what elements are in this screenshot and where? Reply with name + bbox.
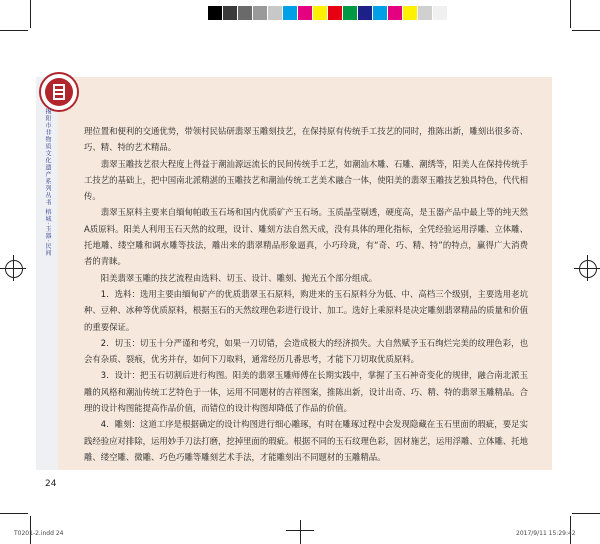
color-swatch: [388, 6, 403, 20]
registration-mark: [5, 260, 23, 278]
registration-mark: [579, 260, 597, 278]
color-swatch: [208, 6, 223, 20]
paragraph: 2．切玉：切玉十分严谨和考究，如果一刀切错，会造成极大的经济损失。大自然赋予玉石绚烂完美的纹理色彩，也会有杂质、裂痕，优劣并存，如何下刀取料，通常经历几番思考，才能下刀切取优质原料。: [84, 337, 528, 365]
page-number: 24: [45, 479, 57, 489]
footer-file-info: T0201-2.indd 24: [14, 530, 64, 537]
crop-mark: [572, 30, 600, 31]
paragraph: 4．雕刻：这道工序是根据确定的设计构图进行细心雕琢，有时在雕琢过程中会发现隐藏在玉石里面的瑕疵，要足实践经验应对排除，运用妙手刀法打磨，挖掉里面的瑕疵。根据不同的玉石纹理色彩，因材施艺，运用浮雕、立体雕、托地雕、缕空雕、微雕、巧色巧雕等雕刻艺术手法，才能雕刻出不同题材的玉雕精品。: [84, 419, 528, 462]
color-swatch: [268, 6, 283, 20]
color-swatch: [238, 6, 253, 20]
paragraph: 1．选料：选用主要由缅甸矿产的优质翡翠玉石原料，购进来的玉石原料分为低、中、高档三个级别，主要选用老坑种、豆种、冰种等优质原料，根据玉石的天然纹理色彩进行设计、加工。选好上乘原料是决定雕刻翡翠精品的质量和价值的重要保证。: [84, 288, 528, 332]
color-swatch: [253, 6, 268, 20]
color-swatch: [373, 6, 388, 20]
crop-mark: [300, 520, 301, 544]
footer-timestamp: 2017/9/11 15:29:42: [516, 530, 576, 537]
color-swatch: [418, 6, 433, 20]
body-text: [84, 123, 528, 465]
paragraph: 理位置和便利的交通优势，带领村民钻研翡翠玉雕刻技艺，在保持原有传统手工技艺的同时，推陈出新，雕刻出很多奇、巧、精、特的艺术精品。: [84, 126, 528, 153]
color-swatch: [283, 6, 298, 20]
color-swatch: [433, 6, 448, 20]
crop-mark: [570, 0, 571, 28]
color-swatch: [358, 6, 373, 20]
color-swatch: [223, 6, 238, 20]
seal-logo-icon: [38, 71, 80, 113]
paragraph: 阳美翡翠玉雕的技艺流程由选料、切玉、设计、雕刻、抛光五个部分组成。: [100, 272, 378, 283]
paragraph: 翡翠玉原料主要来自缅甸帕敢玉石场和国内优质矿产玉石场。玉质晶莹剔透，硬度高，是玉器产品中最上等的纯天然A质原料。阳美人利用玉石天然的纹理，设计、雕刻方法自然天成，没有具体的理化指标，全凭经验运用浮雕、立体雕、托地雕、缕空雕和调水雕等技法，雕出来的翡翠精品形象逼真，小巧玲珑，有“奇、巧、精、特”的特点，赢得广大消费者的青睐。: [84, 207, 528, 267]
crop-mark: [0, 513, 28, 514]
color-swatch: [298, 6, 313, 20]
crop-mark: [572, 513, 600, 514]
series-title-vertical: 揭阳市非物质文化遗产系列丛书 榕城·玉器·民间: [44, 108, 51, 257]
paragraph: 3．设计：把玉石切割后进行构图。阳美的翡翠玉雕师傅在长期实践中，掌握了玉石神奇变化的规律，融合南北派玉雕的风格和潮汕传统工艺特色于一体，运用不同题材的吉祥图案，推陈出新，设计出奇、巧、精、特的翡翠玉雕精品。合理的设计构图能提高作品价值，而错位的设计构图却降低了作品的价值。: [84, 370, 528, 414]
color-registration-bar: [208, 6, 448, 20]
color-swatch: [343, 6, 358, 20]
color-swatch: [313, 6, 328, 20]
paragraph: 翡翠玉雕技艺很大程度上得益于潮汕源远流长的民间传统手工艺，如潮汕木雕、石雕、潮绣等，阳美人在保持传统手工技艺的基础上，把中国南北派精湛的玉雕技艺和潮汕传统工艺美术融合一体，使阳美的翡翠玉雕技艺独具特色，代代相传。: [84, 158, 528, 202]
color-swatch: [403, 6, 418, 20]
crop-mark: [0, 30, 28, 31]
crop-mark: [30, 0, 31, 28]
color-swatch: [328, 6, 343, 20]
